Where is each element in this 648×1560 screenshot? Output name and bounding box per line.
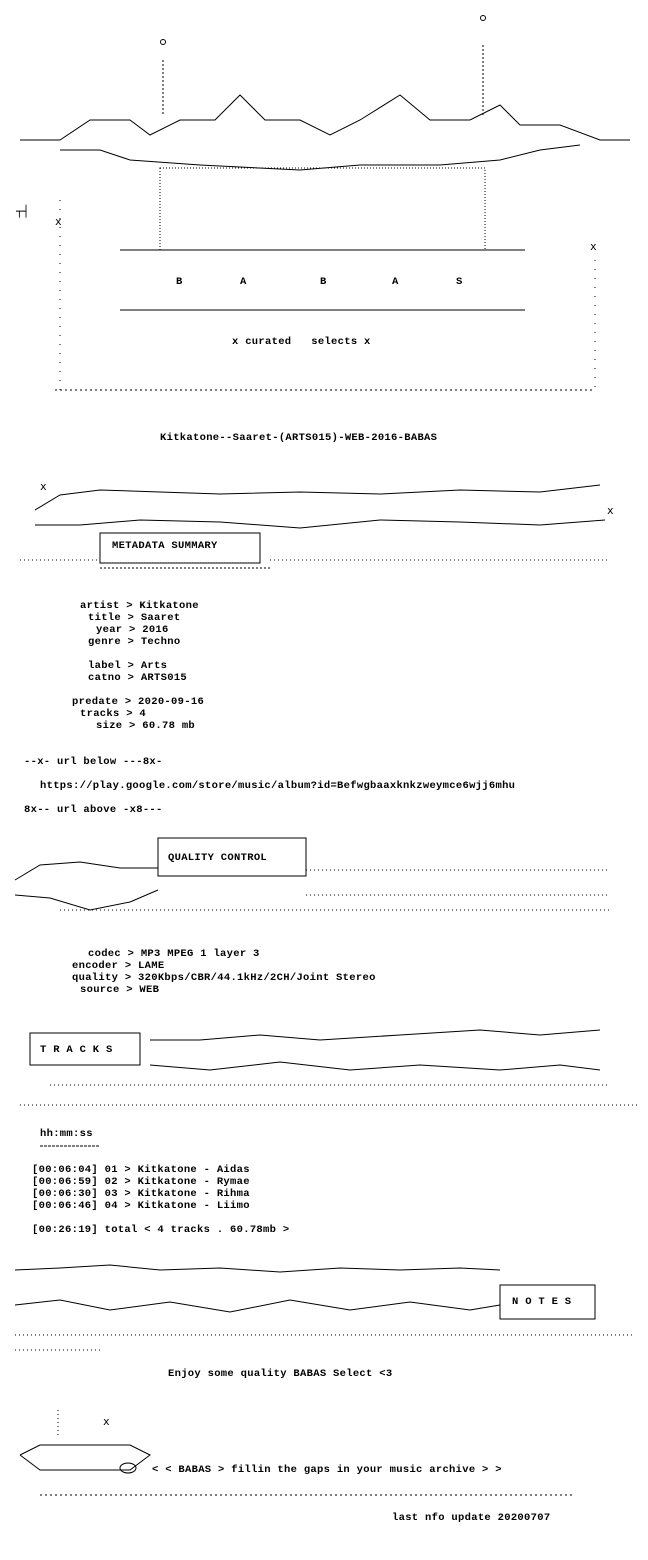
field-quality: quality > 320Kbps/CBR/44.1kHz/2CH/Joint Stereo <box>72 972 376 984</box>
svg-text:x: x <box>40 480 47 493</box>
field-title: title > Saaret <box>88 612 181 624</box>
svg-text:x: x <box>607 504 614 517</box>
banner-corner-glyph: ┬┤ <box>16 205 30 218</box>
footer-tagline: < < BABAS > fillin the gaps in your music archive > > <box>152 1464 502 1476</box>
notes-logo-outline <box>15 1265 500 1272</box>
svg-text:x: x <box>590 240 597 253</box>
quality-header-label: QUALITY CONTROL <box>168 852 268 864</box>
footer-eye <box>120 1463 136 1473</box>
field-codec: codec > MP3 MPEG 1 layer 3 <box>88 948 260 960</box>
track-row: [00:06:59] 02 > Kitkatone - Rymae <box>32 1176 250 1188</box>
antenna-right-tip <box>481 16 486 21</box>
field-catno: catno > ARTS015 <box>88 672 188 684</box>
url-below-marker: --x- url below ---8x- <box>24 756 163 768</box>
banner-letter-b2: B <box>320 276 327 288</box>
top-logo-outline-2 <box>60 145 580 170</box>
top-logo-outline <box>20 95 630 140</box>
tracks-total: [00:26:19] total < 4 tracks . 60.78mb > <box>32 1224 290 1236</box>
notes-header-label: N O T E S <box>512 1296 572 1308</box>
banner-letter-b1: B <box>176 276 183 288</box>
field-label: label > Arts <box>88 660 168 672</box>
time-format-label: hh:mm:ss <box>40 1128 93 1140</box>
track-row: [00:06:46] 04 > Kitkatone - Liimo <box>32 1200 250 1212</box>
release-name: Kitkatone--Saaret-(ARTS015)-WEB-2016-BABAS <box>160 432 438 444</box>
antenna-left-tip <box>161 40 166 45</box>
field-size: size > 60.78 mb <box>96 720 196 732</box>
track-row: [00:06:30] 03 > Kitkatone - Rihma <box>32 1188 250 1200</box>
field-predate: predate > 2020-09-16 <box>72 696 205 708</box>
quality-logo-outline <box>15 862 158 880</box>
svg-text:x: x <box>55 215 62 228</box>
svg-text:x: x <box>103 1415 110 1428</box>
notes-text: Enjoy some quality BABAS Select <3 <box>168 1368 393 1380</box>
field-genre: genre > Techno <box>88 636 181 648</box>
banner-letter-a2: A <box>392 276 399 288</box>
field-artist: artist > Kitkatone <box>80 600 199 612</box>
metadata-logo-outline <box>35 485 600 510</box>
metadata-header-label: METADATA SUMMARY <box>112 540 218 552</box>
banner-curated-text: x curated selects x <box>232 336 371 348</box>
track-row: [00:06:04] 01 > Kitkatone - Aidas <box>32 1164 250 1176</box>
field-year: year > 2016 <box>96 624 169 636</box>
banner-letter-s: S <box>456 276 463 288</box>
banner-letter-a1: A <box>240 276 247 288</box>
field-tracks: tracks > 4 <box>80 708 147 720</box>
field-source: source > WEB <box>80 984 160 996</box>
url-above-marker: 8x-- url above -x8--- <box>24 804 163 816</box>
tracks-header-label: T R A C K S <box>40 1044 113 1056</box>
banner-box-fill <box>160 168 485 250</box>
tracks-logo-outline <box>150 1030 600 1040</box>
last-update: last nfo update 20200707 <box>392 1512 551 1524</box>
store-url-link[interactable]: https://play.google.com/store/music/album?id=Befwgbaaxknkzweymce6wjj6mhu <box>40 780 516 792</box>
footer-logo-outline <box>20 1445 150 1470</box>
field-encoder: encoder > LAME <box>72 960 165 972</box>
